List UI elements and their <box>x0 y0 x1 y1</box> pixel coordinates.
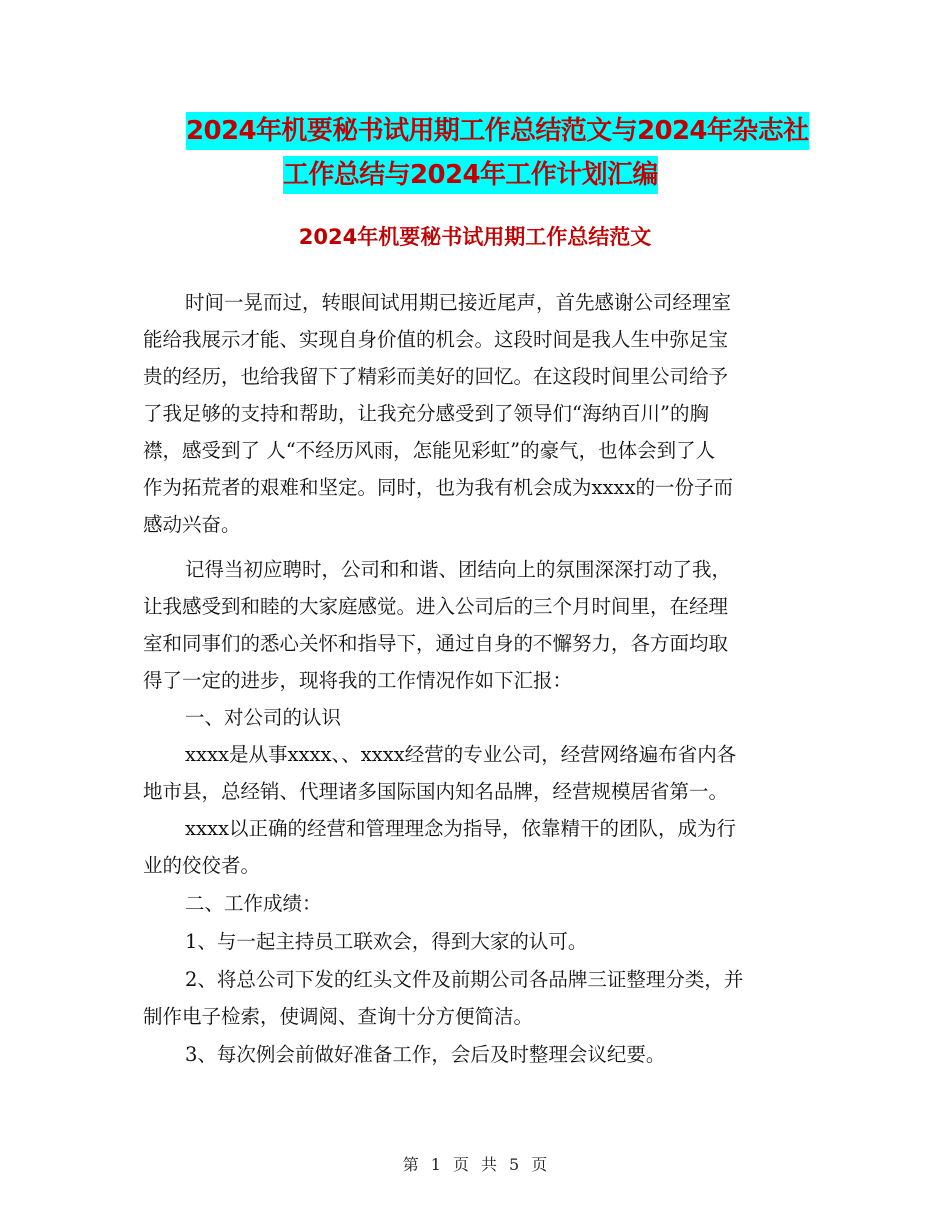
section-heading: 2024年机要秘书试用期工作总结范文 <box>298 225 652 249</box>
footer-page-word: 页 <box>452 1155 469 1174</box>
list-item: 2、将总公司下发的红头文件及前期公司各品牌三证整理分类，并 <box>185 968 744 991</box>
paragraph-line: 作为拓荒者的艰难和坚定。同时，也为我有机会成为xxxx的一份子而 <box>143 476 733 499</box>
document-title-line-1: 2024年机要秘书试用期工作总结范文与2024年杂志社 <box>186 112 809 150</box>
section-label: 二、工作成绩： <box>185 892 322 915</box>
paragraph-line: 了我足够的支持和帮助，让我充分感受到了领导们“海纳百川”的胸 <box>143 402 709 425</box>
footer-suffix: 页 <box>531 1155 548 1174</box>
paragraph-line: 地市县，总经销、代理诸多国际国内知名品牌，经营规模居省第一。 <box>143 780 729 803</box>
footer-total-pages: 5 <box>509 1155 520 1174</box>
paragraph-line: 让我感受到和睦的大家庭感觉。进入公司后的三个月时间里，在经理 <box>143 595 729 618</box>
paragraph-line: 得了一定的进步，现将我的工作情况作如下汇报： <box>143 669 573 692</box>
paragraph-line: 时间一晃而过，转眼间试用期已接近尾声，首先感谢公司经理室 <box>185 291 732 314</box>
list-item: 3、每次例会前做好准备工作，会后及时整理会议纪要。 <box>185 1043 666 1066</box>
paragraph-line: 襟，感受到了 人“不经历风雨，怎能见彩虹”的豪气，也体会到了人 <box>143 439 716 462</box>
paragraph-line: 室和同事们的悉心关怀和指导下，通过自身的不懈努力，各方面均取 <box>143 632 729 655</box>
list-item: 1、与一起主持员工联欢会，得到大家的认可。 <box>185 930 588 953</box>
section-label: 一、对公司的认识 <box>185 706 342 729</box>
footer-current-page: 1 <box>430 1155 441 1174</box>
page-footer <box>0 1153 950 1177</box>
paragraph-line: xxxx是从事xxxx、、xxxx经营的专业公司，经营网络遍布省内各 <box>185 743 737 766</box>
paragraph-line: 记得当初应聘时，公司和和谐、团结向上的氛围深深打动了我， <box>185 558 732 581</box>
footer-prefix: 第 <box>402 1155 419 1174</box>
paragraph-line: 能给我展示才能、实现自身价值的机会。这段时间是我人生中弥足宝 <box>143 328 729 351</box>
paragraph-line: xxxx以正确的经营和管理理念为指导，依靠精干的团队，成为行 <box>185 817 736 840</box>
paragraph-line: 感动兴奋。 <box>143 513 241 536</box>
paragraph-line: 业的佼佼者。 <box>143 854 261 877</box>
paragraph-line: 贵的经历，也给我留下了精彩而美好的回忆。在这段时间里公司给予 <box>143 365 729 388</box>
list-item-continuation: 制作电子检索，使调阅、查询十分方便简洁。 <box>143 1005 534 1028</box>
footer-total-word: 共 <box>481 1155 498 1174</box>
document-title-line-2: 工作总结与2024年工作计划汇编 <box>283 156 658 194</box>
